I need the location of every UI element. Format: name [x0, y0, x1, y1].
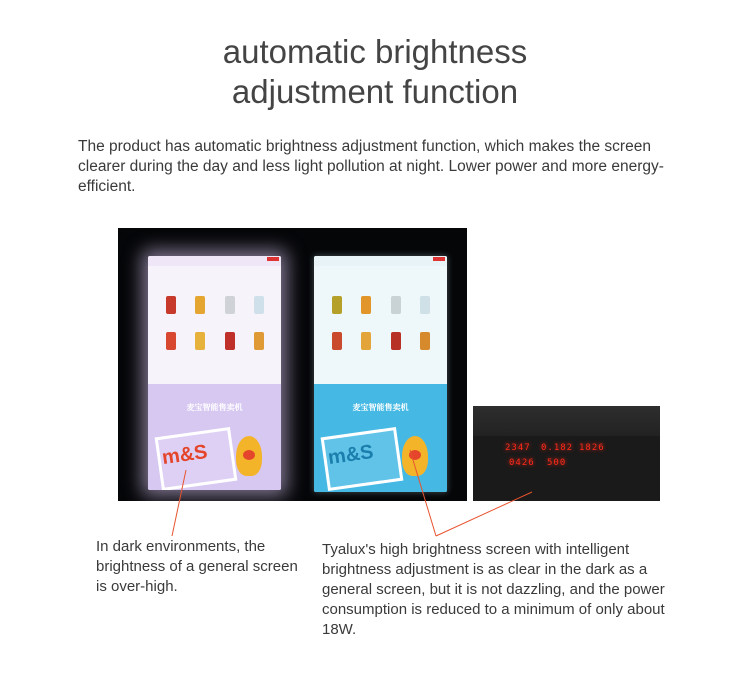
mascot-graphic [236, 436, 262, 476]
ms-logo: m&S [326, 440, 375, 470]
page-title [0, 32, 750, 112]
tyalux-screen [314, 256, 447, 492]
screen-topbar [148, 256, 281, 266]
product-grid [322, 296, 440, 350]
meter-reading: 0426 [509, 458, 535, 468]
left-callout-text: In dark environments, the brightness of a general screen is over-high. [96, 538, 298, 595]
meter-reading: 1826 [579, 443, 605, 453]
title-line-1: automatic brightness [222, 33, 528, 70]
product-grid [156, 296, 274, 350]
general-screen [148, 256, 281, 490]
power-meter-photo [473, 406, 660, 501]
comparison-photo [118, 228, 467, 501]
mascot-graphic [402, 436, 428, 476]
intro-paragraph: The product has automatic brightness adjustment function, which makes the screen clearer during the day and less light pollution at night. Lower power and more energy-efficient. [78, 138, 664, 195]
title-line-2: adjustment function [231, 73, 519, 110]
ms-logo: m&S [160, 440, 209, 470]
screen-banner [148, 384, 281, 490]
right-callout-text: Tyalux's high brightness screen with intelligent brightness adjustment is as clear in the dark as a general screen, but it is not dazzling, and the power consumption is reduced to a minimum of only about 18W. [322, 541, 665, 638]
screen-banner [314, 384, 447, 492]
meter-casing [473, 406, 660, 436]
meter-reading: 0.182 [541, 443, 574, 453]
meter-reading: 2347 [505, 443, 531, 453]
screen-topbar [314, 256, 447, 266]
banner-text: 麦宝智能售卖机 [352, 403, 409, 412]
banner-text: 麦宝智能售卖机 [186, 403, 243, 412]
meter-reading: 500 [547, 458, 567, 468]
